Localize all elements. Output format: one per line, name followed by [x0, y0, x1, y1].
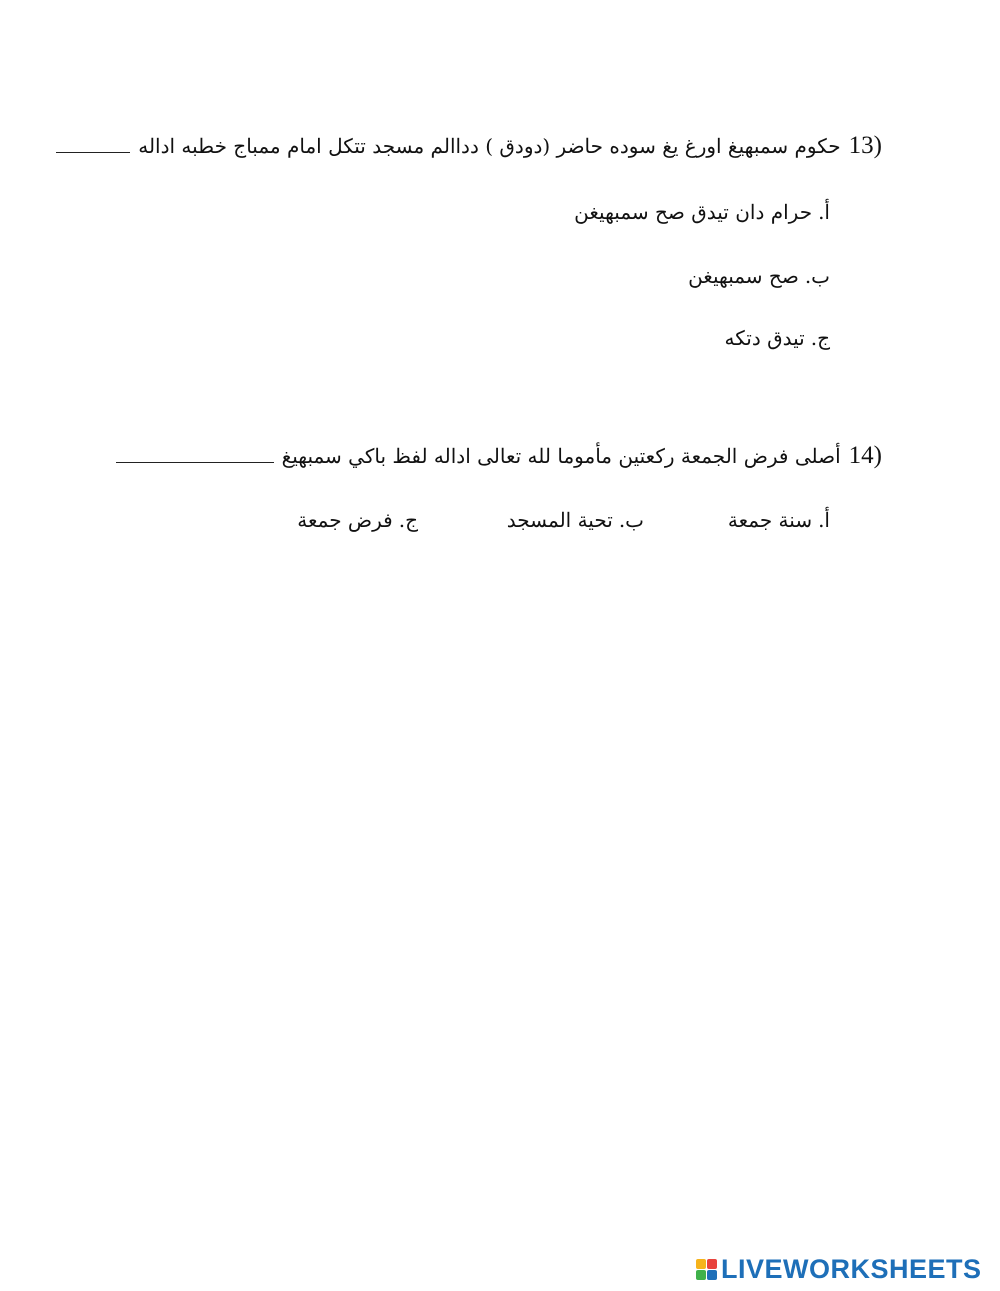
question-13-option-c[interactable]: [725, 326, 831, 350]
option-letter: ج.: [810, 326, 830, 350]
question-13: [56, 132, 882, 160]
answer-blank-14[interactable]: [116, 448, 274, 463]
brand-name: LIVEWORKSHEETS: [721, 1254, 982, 1284]
logo-square: [696, 1259, 706, 1269]
option-letter: أ.: [818, 508, 830, 532]
option-text: فرض جمعة: [297, 508, 393, 532]
question-14-text: أصلى فرض الجمعة ركعتين مأموما لله تعالى اداله لفظ باكي سمبهيغ: [281, 444, 841, 468]
question-14-option-b[interactable]: [507, 508, 644, 532]
option-letter: ج.: [398, 508, 418, 532]
option-text: صح سمبهيغن: [688, 264, 799, 288]
option-text: سنة جمعة: [727, 508, 813, 532]
logo-square: [707, 1259, 717, 1269]
question-14-option-a[interactable]: [728, 508, 830, 532]
question-14-number: 14): [848, 442, 882, 469]
liveworksheets-logo: [696, 1254, 982, 1285]
question-13-text: حكوم سمبهيغ اورغ يغ سوده حاضر (دودق ) دداالم مسجد تتكل امام ممباج خطبه اداله: [138, 134, 841, 158]
logo-squares-icon: [696, 1259, 717, 1280]
option-text: حرام دان تيدق صح سمبهيغن: [574, 200, 813, 224]
question-13-option-a[interactable]: [574, 200, 830, 224]
answer-blank-13[interactable]: [56, 138, 130, 153]
option-letter: أ.: [818, 200, 830, 224]
question-14-option-c[interactable]: [297, 508, 418, 532]
option-text: تحية المسجد: [506, 508, 613, 532]
option-text: تيدق دتكه: [724, 326, 805, 350]
logo-square: [707, 1270, 717, 1280]
option-letter: ب.: [804, 264, 830, 288]
question-13-number: 13): [848, 132, 882, 159]
option-letter: ب.: [618, 508, 644, 532]
question-13-option-b[interactable]: [688, 264, 830, 288]
question-14: [116, 442, 882, 470]
logo-square: [696, 1270, 706, 1280]
